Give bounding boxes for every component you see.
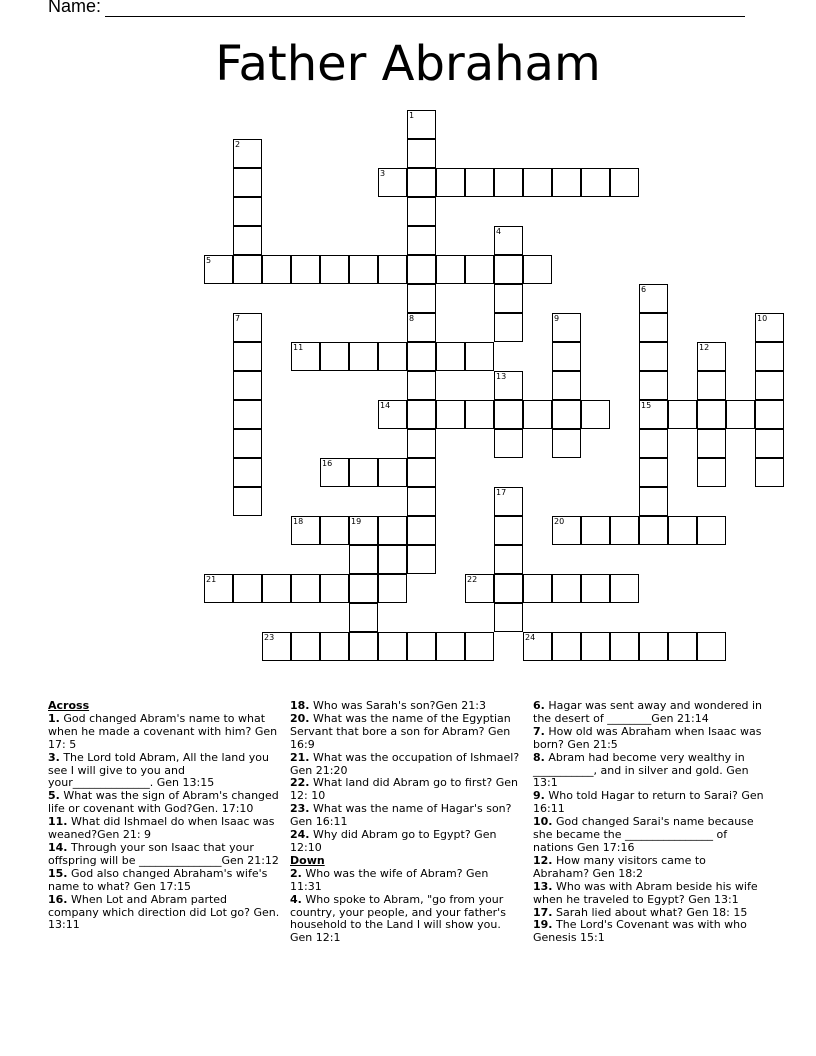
clue-text: How old was Abraham when Isaac was born? Gen 21:5	[533, 724, 762, 751]
across-clue	[48, 894, 280, 933]
grid-cell[interactable]	[436, 632, 465, 661]
grid-cell[interactable]	[407, 458, 436, 487]
grid-cell[interactable]	[233, 429, 262, 458]
grid-cell[interactable]	[639, 313, 668, 342]
grid-cell[interactable]	[378, 516, 407, 545]
grid-cell[interactable]	[639, 429, 668, 458]
grid-cell[interactable]	[755, 371, 784, 400]
grid-cell[interactable]	[465, 255, 494, 284]
across-clue	[48, 752, 280, 791]
grid-cell[interactable]	[407, 400, 436, 429]
grid-cell[interactable]	[639, 487, 668, 516]
grid-cell[interactable]	[291, 342, 320, 371]
down-clue	[533, 790, 765, 816]
grid-cell[interactable]	[494, 545, 523, 574]
clue-label: 18.	[290, 699, 310, 712]
grid-cell[interactable]	[755, 313, 784, 342]
down-clue	[290, 868, 522, 894]
grid-cell[interactable]	[320, 574, 349, 603]
grid-cell[interactable]	[349, 603, 378, 632]
grid-cell[interactable]	[407, 168, 436, 197]
grid-cell[interactable]	[639, 458, 668, 487]
clue-number: 19	[351, 517, 362, 526]
grid-cell[interactable]	[668, 516, 697, 545]
clue-text: Who told Hagar to return to Sarai? Gen 16:11	[533, 789, 764, 816]
across-clue	[48, 842, 280, 868]
down-clue	[533, 855, 765, 881]
grid-cell[interactable]	[407, 516, 436, 545]
clue-label: 22.	[290, 776, 310, 790]
grid-cell[interactable]	[552, 342, 581, 371]
grid-cell[interactable]	[407, 197, 436, 226]
grid-cell[interactable]	[436, 255, 465, 284]
clue-label: 1.	[48, 711, 60, 725]
grid-cell[interactable]	[494, 313, 523, 342]
clue-number: 15	[641, 401, 652, 410]
grid-cell[interactable]	[378, 458, 407, 487]
name-label: Name:	[48, 0, 102, 16]
clue-text: How many visitors came to Abraham? Gen 18:2	[533, 853, 706, 880]
grid-cell[interactable]	[755, 458, 784, 487]
grid-cell[interactable]	[378, 574, 407, 603]
grid-cell[interactable]	[523, 632, 552, 661]
grid-cell[interactable]	[581, 574, 610, 603]
clue-number: 21	[206, 575, 217, 584]
clue-label: 5.	[48, 789, 60, 803]
grid-cell[interactable]	[233, 342, 262, 371]
clue-text: What was the sign of Abram's changed life or covenant with God?Gen. 17:10	[48, 789, 279, 816]
clue-number: 16	[322, 459, 333, 468]
clue-number: 7	[235, 314, 241, 323]
across-clue	[290, 829, 522, 855]
grid-cell[interactable]	[552, 429, 581, 458]
grid-cell[interactable]	[697, 371, 726, 400]
grid-cell[interactable]	[320, 255, 349, 284]
clues-column-2	[290, 700, 522, 945]
grid-cell[interactable]	[639, 632, 668, 661]
grid-cell[interactable]	[378, 400, 407, 429]
grid-cell[interactable]	[697, 429, 726, 458]
clue-number: 20	[554, 517, 565, 526]
across-clue	[48, 816, 280, 842]
grid-cell[interactable]	[755, 400, 784, 429]
clue-number: 1	[409, 111, 415, 120]
across-clue	[290, 803, 522, 829]
clue-number: 4	[496, 227, 502, 236]
grid-cell[interactable]	[494, 371, 523, 400]
clue-label: 21.	[290, 750, 310, 764]
grid-cell[interactable]	[349, 255, 378, 284]
clue-label: 24.	[290, 828, 310, 842]
grid-cell[interactable]	[465, 574, 494, 603]
grid-cell[interactable]	[494, 400, 523, 429]
grid-cell[interactable]	[494, 226, 523, 255]
grid-cell[interactable]	[465, 168, 494, 197]
grid-cell[interactable]	[407, 342, 436, 371]
clue-number: 23	[264, 633, 275, 642]
clue-label: 3.	[48, 750, 60, 764]
grid-cell[interactable]	[494, 574, 523, 603]
clue-number: 12	[699, 343, 710, 352]
grid-cell[interactable]	[291, 516, 320, 545]
clue-text: What did Ishmael do when Isaac was weaned?Gen 21: 9	[48, 815, 275, 842]
grid-cell[interactable]	[552, 516, 581, 545]
grid-cell[interactable]	[262, 255, 291, 284]
grid-cell[interactable]	[407, 371, 436, 400]
grid-cell[interactable]	[523, 400, 552, 429]
down-clue	[533, 752, 765, 791]
grid-cell[interactable]	[581, 632, 610, 661]
grid-cell[interactable]	[204, 574, 233, 603]
clue-text: God also changed Abraham's wife's name to what? Gen 17:15	[48, 866, 268, 893]
clue-label: 7.	[533, 724, 545, 738]
clue-text: God changed Abram's name to what when he made a covenant with him? Gen 17: 5	[48, 711, 278, 751]
grid-cell[interactable]	[291, 632, 320, 661]
clue-label: 17.	[533, 905, 553, 919]
grid-cell[interactable]	[552, 632, 581, 661]
clue-label: 15.	[48, 866, 68, 880]
clue-text: Who spoke to Abram, "go from your country, your people, and your father's household to the Land I will show you. Gen 12:1	[290, 892, 506, 945]
grid-cell[interactable]	[320, 516, 349, 545]
grid-cell[interactable]	[697, 458, 726, 487]
grid-cell[interactable]	[465, 400, 494, 429]
clue-number: 14	[380, 401, 391, 410]
grid-cell[interactable]	[697, 400, 726, 429]
clue-number: 17	[496, 488, 507, 497]
page-title: Father Abraham	[215, 36, 601, 92]
grid-cell[interactable]	[552, 313, 581, 342]
grid-cell[interactable]	[668, 400, 697, 429]
clues-column-3	[533, 700, 765, 945]
grid-cell[interactable]	[523, 255, 552, 284]
clue-text: Hagar was sent away and wondered in the desert of ________Gen 21:14	[533, 699, 763, 725]
grid-cell[interactable]	[349, 342, 378, 371]
grid-cell[interactable]	[581, 168, 610, 197]
grid-cell[interactable]	[407, 255, 436, 284]
grid-cell[interactable]	[349, 516, 378, 545]
grid-cell[interactable]	[407, 632, 436, 661]
down-clue	[533, 881, 765, 907]
grid-cell[interactable]	[436, 400, 465, 429]
grid-cell[interactable]	[407, 139, 436, 168]
grid-cell[interactable]	[378, 168, 407, 197]
across-clue	[290, 752, 522, 778]
grid-cell[interactable]	[494, 487, 523, 516]
grid-cell[interactable]	[552, 168, 581, 197]
grid-cell[interactable]	[494, 429, 523, 458]
grid-cell[interactable]	[233, 197, 262, 226]
grid-cell[interactable]	[610, 632, 639, 661]
clue-text: Abram had become very wealthy in ___________, and in silver and gold. Gen 13:1	[533, 750, 749, 790]
grid-cell[interactable]	[407, 226, 436, 255]
grid-cell[interactable]	[233, 255, 262, 284]
clue-text: When Lot and Abram parted company which direction did Lot go? Gen. 13:11	[48, 892, 280, 932]
clue-text: What was the name of Hagar's son? Gen 16:11	[290, 802, 512, 829]
grid-cell[interactable]	[407, 110, 436, 139]
across-heading: Across	[48, 699, 90, 712]
grid-cell[interactable]	[204, 255, 233, 284]
clue-label: 12.	[533, 853, 553, 867]
grid-cell[interactable]	[233, 487, 262, 516]
clue-number: 3	[380, 169, 386, 178]
clue-number: 6	[641, 285, 647, 294]
grid-cell[interactable]	[407, 313, 436, 342]
clue-number: 10	[757, 314, 768, 323]
grid-cell[interactable]	[320, 458, 349, 487]
clue-label: 10.	[533, 815, 553, 829]
grid-cell[interactable]	[581, 400, 610, 429]
across-clue	[48, 713, 280, 752]
grid-cell[interactable]	[407, 545, 436, 574]
grid-cell[interactable]	[639, 516, 668, 545]
clue-number: 9	[554, 314, 560, 323]
grid-cell[interactable]	[465, 632, 494, 661]
grid-cell[interactable]	[523, 168, 552, 197]
down-clue	[533, 726, 765, 752]
clue-label: 19.	[533, 918, 553, 932]
grid-cell[interactable]	[697, 342, 726, 371]
clue-label: 14.	[48, 840, 68, 854]
grid-cell[interactable]	[407, 429, 436, 458]
grid-cell[interactable]	[494, 516, 523, 545]
grid-cell[interactable]	[349, 574, 378, 603]
grid-cell[interactable]	[436, 342, 465, 371]
clue-label: 9.	[533, 789, 545, 803]
grid-cell[interactable]	[378, 255, 407, 284]
grid-cell[interactable]	[262, 574, 291, 603]
grid-cell[interactable]	[320, 342, 349, 371]
grid-cell[interactable]	[291, 255, 320, 284]
clue-label: 11.	[48, 815, 68, 829]
grid-cell[interactable]	[755, 342, 784, 371]
grid-cell[interactable]	[233, 458, 262, 487]
grid-cell[interactable]	[233, 168, 262, 197]
clue-text: Why did Abram go to Egypt? Gen 12:10	[290, 828, 497, 854]
clue-label: 23.	[290, 802, 310, 816]
grid-cell[interactable]	[349, 458, 378, 487]
grid-cell[interactable]	[436, 168, 465, 197]
grid-cell[interactable]	[262, 632, 291, 661]
clue-number: 8	[409, 314, 415, 323]
down-clue	[533, 700, 765, 726]
grid-cell[interactable]	[465, 342, 494, 371]
grid-cell[interactable]	[233, 400, 262, 429]
grid-cell[interactable]	[378, 342, 407, 371]
clue-label: 13.	[533, 879, 553, 893]
clue-number: 18	[293, 517, 304, 526]
grid-cell[interactable]	[494, 168, 523, 197]
clue-text: God changed Sarai's name because she became the ________________ of nations Gen 17:16	[533, 815, 754, 854]
grid-cell[interactable]	[494, 603, 523, 632]
clue-number: 5	[206, 256, 212, 265]
grid-cell[interactable]	[668, 632, 697, 661]
grid-cell[interactable]	[291, 574, 320, 603]
grid-cell[interactable]	[349, 545, 378, 574]
grid-cell[interactable]	[639, 371, 668, 400]
down-clue	[533, 919, 765, 945]
clue-text: Who was with Abram beside his wife when he traveled to Egypt? Gen 13:1	[533, 879, 758, 906]
clue-label: 2.	[290, 866, 302, 880]
grid-cell[interactable]	[320, 632, 349, 661]
grid-cell[interactable]	[697, 516, 726, 545]
grid-cell[interactable]	[407, 284, 436, 313]
down-clue	[533, 816, 765, 855]
clue-label: 8.	[533, 750, 545, 764]
clue-text: What was the occupation of Ishmael?Gen 21:20	[290, 750, 520, 777]
grid-cell[interactable]	[697, 632, 726, 661]
clue-label: 20.	[290, 711, 310, 725]
down-heading: Down	[290, 853, 325, 867]
grid-cell[interactable]	[639, 400, 668, 429]
across-clue	[290, 777, 522, 803]
across-clue	[290, 713, 522, 752]
grid-cell[interactable]	[233, 139, 262, 168]
grid-cell[interactable]	[378, 632, 407, 661]
grid-cell[interactable]	[552, 400, 581, 429]
clues-column-1	[48, 700, 280, 932]
grid-cell[interactable]	[349, 632, 378, 661]
grid-cell[interactable]	[581, 516, 610, 545]
grid-cell[interactable]	[494, 255, 523, 284]
clue-number: 13	[496, 372, 507, 381]
grid-cell[interactable]	[639, 342, 668, 371]
clue-number: 11	[293, 343, 304, 352]
clue-number: 22	[467, 575, 478, 584]
grid-cell[interactable]	[552, 574, 581, 603]
clue-text: The Lord told Abram, All the land you see I will give to you and your______________. Gen 13:15	[48, 750, 269, 790]
grid-cell[interactable]	[610, 516, 639, 545]
clue-text: Through your son Isaac that your offspring will be _______________Gen 21:12	[48, 840, 279, 867]
grid-cell[interactable]	[726, 400, 755, 429]
grid-cell[interactable]	[407, 487, 436, 516]
down-clue	[290, 894, 522, 946]
grid-cell[interactable]	[233, 313, 262, 342]
clue-number: 24	[525, 633, 536, 642]
clue-text: What was the name of the Egyptian Servant that bore a son for Abram? Gen 16:9	[290, 711, 511, 751]
clue-label: 6.	[533, 699, 545, 712]
grid-cell[interactable]	[494, 284, 523, 313]
grid-cell[interactable]	[233, 226, 262, 255]
grid-cell[interactable]	[523, 574, 552, 603]
grid-cell[interactable]	[233, 574, 262, 603]
clue-text: Who was Sarah's son?Gen 21:3	[309, 699, 486, 712]
clue-label: 4.	[290, 892, 302, 906]
clue-text: Sarah lied about what? Gen 18: 15	[552, 905, 748, 919]
grid-cell[interactable]	[378, 545, 407, 574]
grid-cell[interactable]	[552, 371, 581, 400]
clue-text: The Lord's Covenant was with who Genesis 15:1	[533, 918, 747, 945]
clue-label: 16.	[48, 892, 68, 906]
grid-cell[interactable]	[233, 371, 262, 400]
grid-cell[interactable]	[639, 284, 668, 313]
clue-text: What land did Abram go to first? Gen 12: 10	[290, 776, 518, 803]
grid-cell[interactable]	[610, 574, 639, 603]
clue-number: 2	[235, 140, 241, 149]
across-clue	[48, 790, 280, 816]
grid-cell[interactable]	[755, 429, 784, 458]
clue-text: Who was the wife of Abram? Gen 11:31	[290, 866, 489, 893]
grid-cell[interactable]	[610, 168, 639, 197]
across-clue	[48, 868, 280, 894]
